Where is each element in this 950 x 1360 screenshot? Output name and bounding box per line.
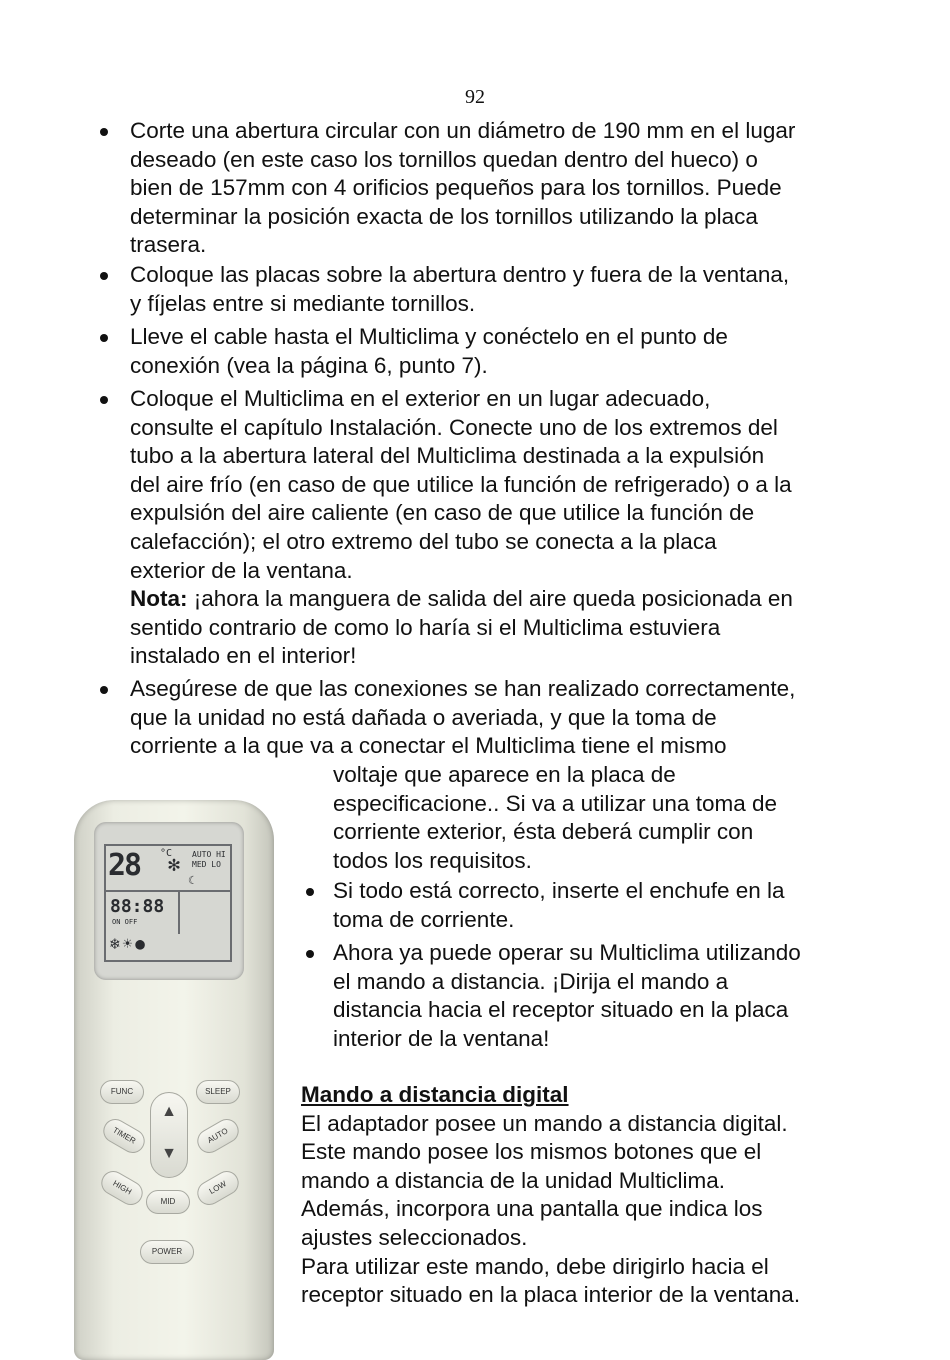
lcd-divider bbox=[106, 890, 230, 892]
text-line: Asegúrese de que las conexiones se han realizado correctamente, bbox=[130, 676, 796, 701]
list-item bbox=[130, 323, 728, 380]
sleep-button: SLEEP bbox=[196, 1080, 240, 1104]
text-line: Si todo está correcto, inserte el enchufe en la bbox=[333, 878, 785, 903]
high-button: HIGH bbox=[97, 1167, 147, 1210]
list-item-continuation bbox=[333, 761, 777, 875]
text-line: receptor situado en la placa interior de la ventana. bbox=[301, 1282, 801, 1308]
text-line: interior de la ventana! bbox=[333, 1025, 550, 1051]
text-line: Corte una abertura circular con un diámetro de 190 mm en el lugar bbox=[130, 118, 796, 143]
lcd-mode-line: MED LO bbox=[192, 860, 221, 869]
text-line: que la unidad no está dañada o averiada, y que la toma de bbox=[130, 704, 717, 730]
note-line bbox=[130, 585, 793, 614]
text-line: consulte el capítulo Instalación. Conecte uno de los extremos del bbox=[130, 414, 778, 440]
text-line: Además, incorpora una pantalla que indica los bbox=[301, 1196, 763, 1222]
remote-control-image bbox=[74, 800, 274, 1345]
list-item bbox=[130, 675, 795, 761]
list-item bbox=[333, 877, 785, 934]
note-label: Nota: bbox=[130, 586, 188, 612]
text-line: determinar la posición exacta de los tornillos utilizando la placa bbox=[130, 203, 758, 229]
moon-icon: ☾ bbox=[188, 874, 195, 887]
section-remote bbox=[301, 1081, 800, 1310]
bullet-dot bbox=[100, 272, 108, 280]
page-number: 92 bbox=[465, 86, 485, 108]
text-line: bien de 157mm con 4 orificios pequeños para los tornillos. Puede bbox=[130, 175, 782, 201]
text-line: el mando a distancia. ¡Dirija el mando a bbox=[333, 968, 729, 994]
lcd-divider bbox=[178, 890, 180, 934]
text-line: exterior de la ventana. bbox=[130, 557, 353, 583]
text-line: Lleve el cable hasta el Multiclima y conéctelo en el punto de bbox=[130, 324, 728, 349]
list-item bbox=[130, 385, 793, 671]
text-line: corriente exterior, ésta deberá cumplir con bbox=[333, 819, 754, 845]
timer-button: TIMER bbox=[99, 1115, 149, 1158]
bullet-dot bbox=[306, 950, 314, 958]
text-line: y fíjelas entre si mediante tornillos. bbox=[130, 290, 476, 316]
text-line: El adaptador posee un mando a distancia digital. bbox=[301, 1110, 788, 1136]
remote-lcd-screen bbox=[104, 844, 232, 962]
lcd-on-off: ON OFF bbox=[112, 918, 138, 926]
auto-button: AUTO bbox=[193, 1115, 243, 1158]
text-line: Ahora ya puede operar su Multiclima utilizando bbox=[333, 940, 801, 965]
power-button: POWER bbox=[140, 1240, 194, 1264]
text-line: corriente a la que va a conectar el Multiclima tiene el mismo bbox=[130, 733, 727, 759]
mid-button: MID bbox=[146, 1190, 190, 1214]
lcd-mode-line: AUTO HI bbox=[192, 850, 226, 859]
up-down-pad bbox=[150, 1092, 188, 1178]
sun-icon: ☀ bbox=[122, 934, 136, 953]
text-line: Coloque las placas sobre la abertura dentro y fuera de la ventana, bbox=[130, 262, 790, 287]
text-line: distancia hacia el receptor situado en la placa bbox=[333, 997, 789, 1023]
lcd-clock: 88:88 bbox=[110, 896, 165, 917]
bullet-dot bbox=[306, 888, 314, 896]
lcd-mode-icons bbox=[110, 934, 148, 953]
bullet-dot bbox=[100, 686, 108, 694]
text-line: tubo a la abertura lateral del Multiclima destinada a la expulsión bbox=[130, 443, 765, 469]
lcd-modes bbox=[192, 850, 226, 870]
text-line: especificacione.. Si va a utilizar una toma de bbox=[333, 790, 777, 816]
text-line: Este mando posee los mismos botones que el bbox=[301, 1139, 762, 1165]
text-line: Coloque el Multiclima en el exterior en un lugar adecuado, bbox=[130, 386, 711, 411]
lcd-unit: °C bbox=[160, 848, 173, 859]
arrow-up-icon: ▲ bbox=[161, 1103, 177, 1120]
text-line: sentido contrario de como lo haría si el Multiclima estuviera bbox=[130, 614, 721, 640]
snowflake-icon: ❄ bbox=[110, 934, 123, 953]
bullet-dot bbox=[100, 334, 108, 342]
text-line: del aire frío (en caso de que utilice la función de refrigerado) o a la bbox=[130, 471, 792, 497]
text-line: calefacción); el otro extremo del tubo se conecta a la placa bbox=[130, 528, 717, 554]
bullet-dot bbox=[100, 396, 108, 404]
text-line: ajustes seleccionados. bbox=[301, 1224, 528, 1250]
lcd-temperature: 28 bbox=[108, 848, 141, 883]
text-line: conexión (vea la página 6, punto 7). bbox=[130, 352, 488, 378]
list-item bbox=[130, 261, 789, 318]
list-item bbox=[130, 117, 795, 260]
list-item bbox=[333, 939, 801, 1053]
droplet-icon: ● bbox=[135, 934, 148, 953]
text-line: Para utilizar este mando, debe dirigirlo hacia el bbox=[301, 1253, 769, 1279]
text-line: deseado (en este caso los tornillos quedan dentro del hueco) o bbox=[130, 146, 758, 172]
text-line: toma de corriente. bbox=[333, 906, 515, 932]
bullet-dot bbox=[100, 128, 108, 136]
low-button: LOW bbox=[193, 1167, 243, 1210]
note-text: ¡ahora la manguera de salida del aire queda posicionada en bbox=[187, 586, 793, 612]
text-line: expulsión del aire caliente (en caso de que utilice la función de bbox=[130, 500, 755, 526]
arrow-down-icon: ▼ bbox=[161, 1145, 177, 1162]
fan-icon: ✻ bbox=[168, 852, 181, 876]
remote-lcd-panel bbox=[94, 822, 244, 980]
func-button: FUNC bbox=[100, 1080, 144, 1104]
text-line: trasera. bbox=[130, 232, 207, 258]
text-line: voltaje que aparece en la placa de bbox=[333, 762, 676, 787]
text-line: mando a distancia de la unidad Multiclima. bbox=[301, 1167, 725, 1193]
text-line: instalado en el interior! bbox=[130, 643, 357, 669]
text-line: todos los requisitos. bbox=[333, 847, 532, 873]
section-heading: Mando a distancia digital bbox=[301, 1082, 569, 1107]
